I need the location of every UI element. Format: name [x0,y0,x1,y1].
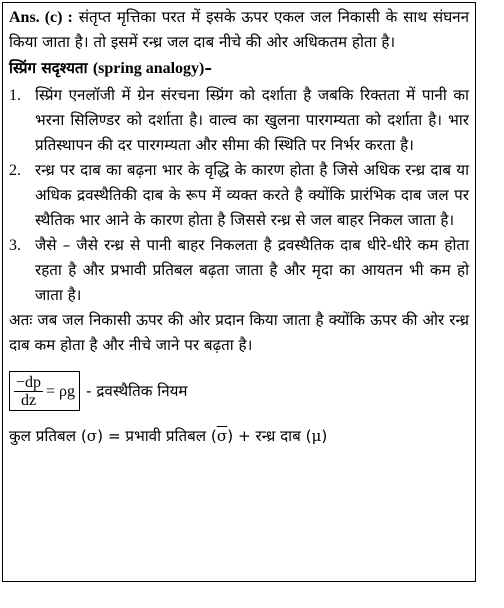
sigma-bar-symbol: $\overline{\sigma}$ [216,427,228,445]
fraction [14,374,43,409]
formula-box [9,371,80,411]
list-item [9,233,469,308]
eq-part-2: ) = प्रभावी प्रतिबल ( [97,427,217,445]
sigma-symbol: σ [86,427,98,445]
item-text: स्प्रिंग एनलॉजी में ग्रेन संरचना स्प्रिंग को दर्शाता है जबकि रिक्तता में पानी का भरना सिलिण्डर को दर्शाता है। वाल्व का खुलना पारगम्यता को दर्शाता है। भार प्रतिस्थापन की दर पारगम्यता और सीमा की स्थिति पर निर्भर करता है। [35,86,469,154]
answer-label: Ans. (c) : [9,9,73,26]
item-number: 3. [9,237,21,254]
item-text: रन्ध्र पर दाब का बढ़ना भार के वृद्धि के कारण होता है जिसे अधिक रन्ध्र दाब या अधिक द्रवस्थैतिकी दाब के रूप में व्यक्त करते है क्योंकि प्रारंभिक दाब जल पर स्थैतिक भार आने के कारण होता है जिससे रन्ध्र से जल बाहर निकल जाता है। [35,161,469,229]
eq-part-3: ) + रन्ध्र दाब ( [227,427,312,445]
item-number: 1. [9,87,21,104]
answer-text: संतृप्त मृत्तिका परत में इसके ऊपर एकल जल निकासी के साथ संघनन किया जाता है। तो इसमें रन्ध्र जल दाब नीचे की ओर अधिकतम होता है। [9,8,470,51]
points-list [9,83,469,308]
conclusion-paragraph: अतः जब जल निकासी ऊपर की ओर प्रदान किया जाता है क्योंकि ऊपर की ओर रन्ध्र दाब कम होता है और नीचे जाने पर बढ़ता है। [9,311,469,354]
mu-symbol: μ [311,427,322,445]
answer-box [2,2,476,582]
formula-rhs: = ρg [46,382,76,400]
heading-suffix: – [204,59,212,77]
heading-english: (spring analogy) [92,60,205,77]
item-text: जैसे – जैसे रन्ध्र से पानी बाहर निकलता है द्रवस्थैतिक दाब धीरे-धीरे कम होता रहता है और प्रभावी प्रतिबल बढ़ता जाता है और मृदा का आयतन भी कम हो जाता है। [35,236,469,304]
stress-equation [9,424,469,449]
formula-row [9,368,469,414]
eq-part-1: कुल प्रतिबल ( [9,427,87,445]
list-item [9,158,469,233]
list-item [9,83,469,158]
item-number: 2. [9,162,21,179]
section-heading [9,56,469,81]
fraction-denominator: dz [20,391,37,409]
heading-hindi: स्प्रिंग सदृश्यता [9,59,88,77]
fraction-numerator: −dp [16,373,42,391]
answer-paragraph [9,5,469,55]
eq-part-4: ) [321,427,328,445]
formula-name: - द्रवस्थैतिक नियम [86,381,188,400]
